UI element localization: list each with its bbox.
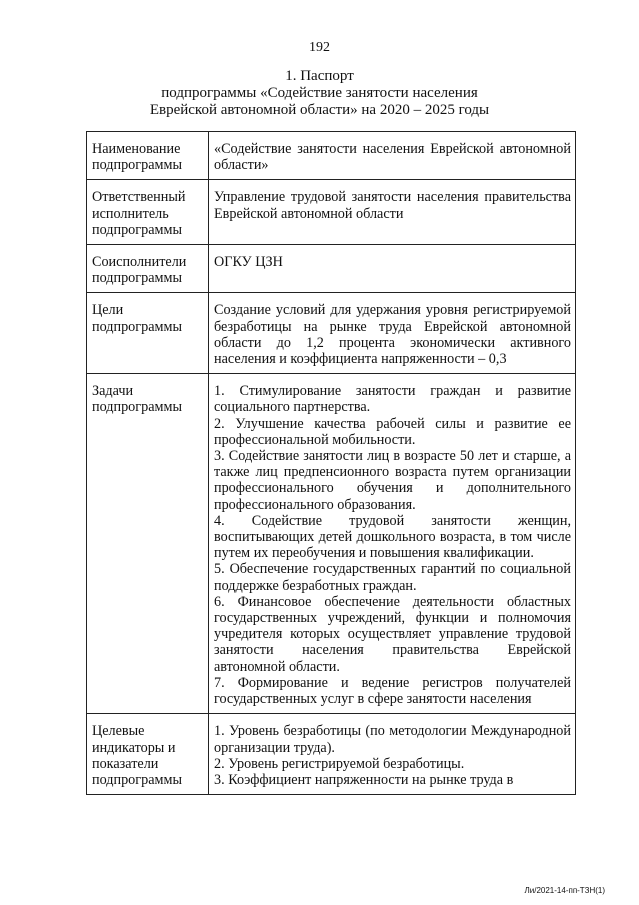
table-row — [87, 245, 576, 293]
title-line-3: Еврейской автономной области» на 2020 – 2025 годы — [149, 102, 490, 118]
indicator-item-1: 1. Уровень безработицы (по методологии Международной организации труда). — [214, 723, 571, 756]
task-item-4: 4. Содействие трудовой занятости женщин, воспитывающих детей дошкольного возраста, в том числе путем их переобучения и повышения квалификации. — [214, 512, 571, 562]
row-value-coexecutors: ОГКУ ЦЗН — [209, 245, 576, 293]
indicator-item-3: 3. Коэффициент напряженности на рынке труда в — [214, 771, 514, 788]
task-item-1: 1. Стимулирование занятости граждан и развитие социального партнерства. — [214, 383, 571, 416]
task-item-6: 6. Финансовое обеспечение деятельности областных государственных учреждений, функции и полномочия учредителя которых осуществляет управление трудовой занятости населения правительства Еврейской автономной области. — [214, 593, 571, 675]
task-item-2: 2. Улучшение качества рабочей силы и развитие ее профессиональной мобильности. — [214, 415, 571, 448]
table-row — [87, 714, 576, 795]
indicator-item-2: 2. Уровень регистрируемой безработицы. — [214, 755, 465, 772]
task-item-7: 7. Формирование и ведение регистров получателей государственных услуг в сфере занятости населения — [214, 674, 571, 708]
row-label-tasks: Задачи подпрограммы — [87, 374, 209, 714]
title-line-2: подпрограммы «Содействие занятости населения — [161, 85, 478, 101]
passport-table — [86, 131, 576, 795]
row-value-name: «Содействие занятости населения Еврейской автономной области» — [209, 132, 576, 180]
table-row — [87, 374, 576, 714]
table-row — [87, 180, 576, 245]
row-label-coexecutors: Соисполнители подпрограммы — [87, 245, 209, 293]
table-row — [87, 293, 576, 374]
title-line-1: 1. Паспорт — [285, 68, 354, 84]
row-value-executor: Управление трудовой занятости населения правительства Еврейской автономной области — [209, 180, 576, 245]
row-label-name: Наименование подпрограммы — [87, 132, 209, 180]
task-item-5: 5. Обеспечение государственных гарантий по социальной поддержке безработных граждан. — [214, 561, 571, 594]
row-label-goals: Цели подпрограммы — [87, 293, 209, 374]
row-value-goals: Создание условий для удержания уровня регистрируемой безработицы на рынке труда Еврейской автономной области до 1,2 процента экономически активного населения и коэффициента напряженности – 0,3 — [209, 293, 576, 374]
document-title — [0, 68, 639, 119]
row-label-executor: Ответственный исполнитель подпрограммы — [87, 180, 209, 245]
document-code: Ли/2021-14-пп-ТЗН(1) — [524, 886, 605, 895]
row-label-indicators: Целевые индикаторы и показатели подпрограммы — [87, 714, 209, 795]
task-item-3: 3. Содействие занятости лиц в возрасте 50 лет и старше, а также лиц предпенсионного возраста путем организации профессионального обучения и дополнительного профессионального образования. — [214, 448, 571, 513]
row-value-tasks — [209, 374, 576, 714]
row-value-indicators — [209, 714, 576, 795]
page-number: 192 — [309, 40, 330, 55]
table-row — [87, 132, 576, 180]
